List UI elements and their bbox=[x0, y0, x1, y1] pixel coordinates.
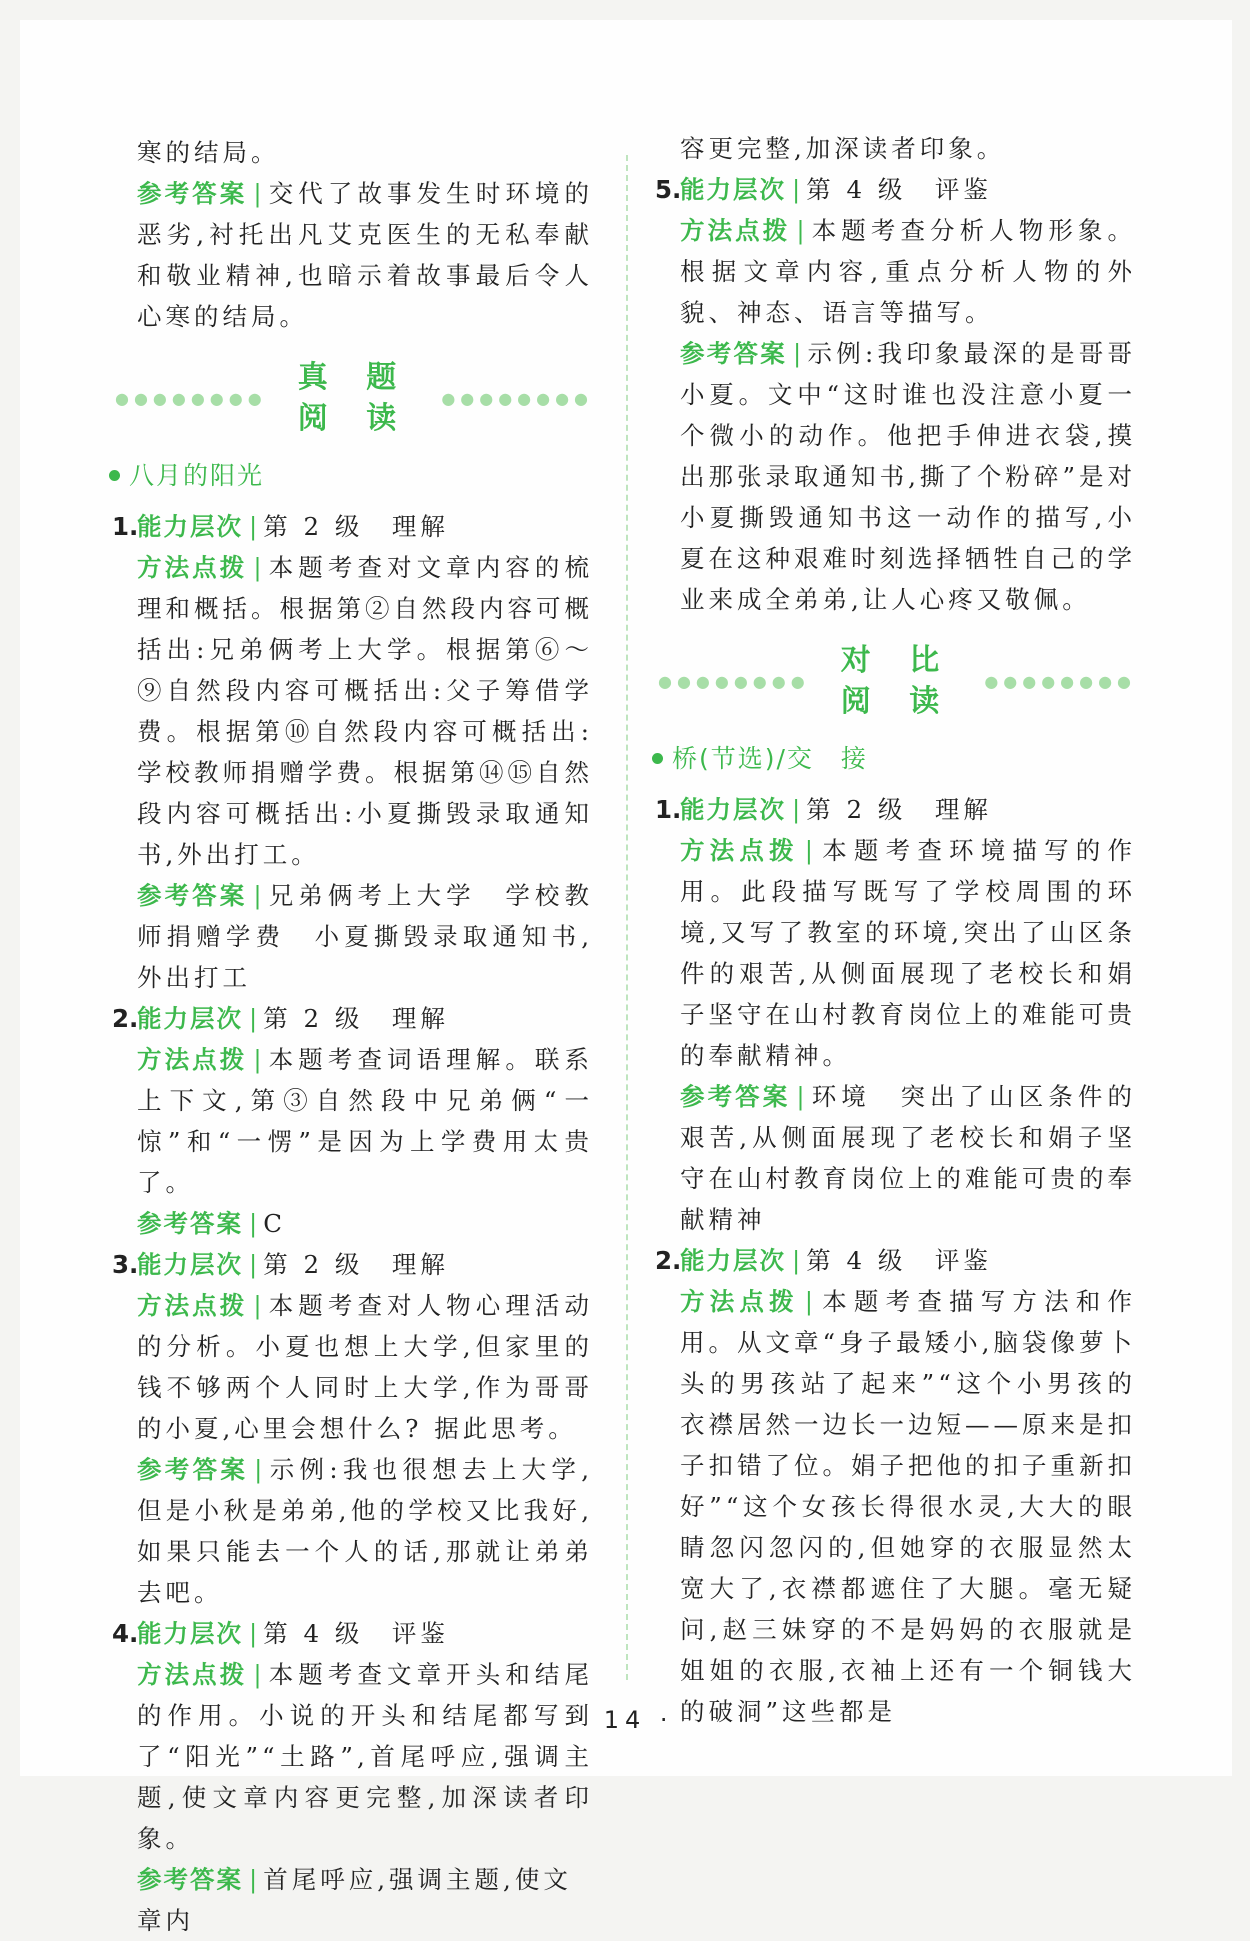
intro-answer: 参考答案 | 交代了故事发生时环境的恶劣,衬托出凡艾克医生的无私奉献和敬业精神,也暗示着故事最后令人心寒的结局。 bbox=[137, 179, 594, 331]
section-heading-compare: ●●●●●●●● 对 比 阅 读 ●●●●●●●● bbox=[658, 640, 1136, 722]
question-2: 2. 能力层次 | 第 2 级 理解 方法点拨 | 本题考查词语理解。联系上下文,第③自然段中兄弟俩“一惊”和“一愣”是因为上学费用太贵了。 参考答案 | C bbox=[112, 1004, 594, 1238]
article-title: 桥(节选)/交 接 bbox=[652, 738, 1136, 779]
intro-tail: 寒的结局。 bbox=[137, 138, 280, 167]
question-3: 3. 能力层次 | 第 2 级 理解 方法点拨 | 本题考查对人物心理活动的分析。小夏也想上大学,但家里的钱不够两个人同时上大学,作为哥哥的小夏,心里会想什么? 据此思考。 参考答案 | 示例:我也很想去上大学,但是小秋是弟弟,他的学校又比我好,如果只能去一个人的话,那就让弟弟去吧。 bbox=[112, 1250, 594, 1607]
section-title: 对 比 阅 读 bbox=[840, 643, 954, 719]
section-heading-real: ●●●●●●●● 真 题 阅 读 ●●●●●●●● bbox=[115, 357, 593, 439]
question-4: 4. 能力层次 | 第 4 级 评鉴 方法点拨 | 本题考查文章开头和结尾的作用。小说的开头和结尾都写到了“阳光”“土路”,首尾呼应,强调主题,使文章内容更完整,加深读者印象。 参考答案 | 首尾呼应,强调主题,使文章内 bbox=[112, 1619, 594, 1935]
left-column bbox=[112, 132, 594, 1941]
answer-4-tail: 容更完整,加深读者印象。 bbox=[680, 134, 1006, 163]
question-1: 1. 能力层次 | 第 2 级 理解 方法点拨 | 本题考查对文章内容的梳理和概括。根据第②自然段内容可概括出:兄弟俩考上大学。根据第⑥～⑨自然段内容可概括出:父子筹借学费。根据第⑩自然段内容可概括出:学校教师捐赠学费。根据第⑭⑮自然段内容可概括出:小夏撕毁录取通知书,外出打工。 参考答案 | 兄弟俩考上大学 学校教师捐赠学费 小夏撕毁录取通知书,外出打工 bbox=[112, 512, 594, 992]
section-title: 真 题 阅 读 bbox=[297, 360, 411, 436]
question-5: 5. 能力层次 | 第 4 级 评鉴 方法点拨 | 本题考查分析人物形象。根据文章内容,重点分析人物的外貌、神态、语言等描写。 参考答案 | 示例:我印象最深的是哥哥小夏。文中“这时谁也没注意小夏一个微小的动作。他把手伸进衣袋,摸出那张录取通知书,撕了个粉碎”是对小夏撕毁通知书这一动作的描写,小夏在这种艰难时刻选择牺牲自己的学业来成全弟弟,让人心疼又敬佩。 bbox=[655, 175, 1137, 614]
page-number: · 14 · bbox=[576, 1706, 674, 1734]
column-divider bbox=[626, 155, 628, 1680]
right-column bbox=[655, 128, 1137, 1732]
compare-question-1: 1. 能力层次 | 第 2 级 理解 方法点拨 | 本题考查环境描写的作用。此段描写既写了学校周围的环境,又写了教室的环境,突出了山区条件的艰苦,从侧面展现了老校长和娟子坚守在山村教育岗位上的难能可贵的奉献精神。 参考答案 | 环境 突出了山区条件的艰苦,从侧面展现了老校长和娟子坚守在山村教育岗位上的难能可贵的奉献精神 bbox=[655, 795, 1137, 1234]
page bbox=[20, 20, 1232, 1935]
article-title: 八月的阳光 bbox=[109, 455, 593, 496]
answer-label: 参考答案 bbox=[137, 179, 248, 208]
compare-question-2: 2. 能力层次 | 第 4 级 评鉴 方法点拨 | 本题考查描写方法和作用。从文章“身子最矮小,脑袋像萝卜头的男孩站了起来”“这个小男孩的衣襟居然一边长一边短——原来是扣子扣错了位。娟子把他的扣子重新扣好”“这个女孩长得很水灵,大大的眼睛忽闪忽闪的,但她穿的衣服显然太宽大了,衣襟都遮住了大腿。毫无疑问,赵三妹穿的不是妈妈的衣服就是姐姐的衣服,衣袖上还有一个铜钱大的破洞”这些都是 bbox=[655, 1246, 1136, 1726]
